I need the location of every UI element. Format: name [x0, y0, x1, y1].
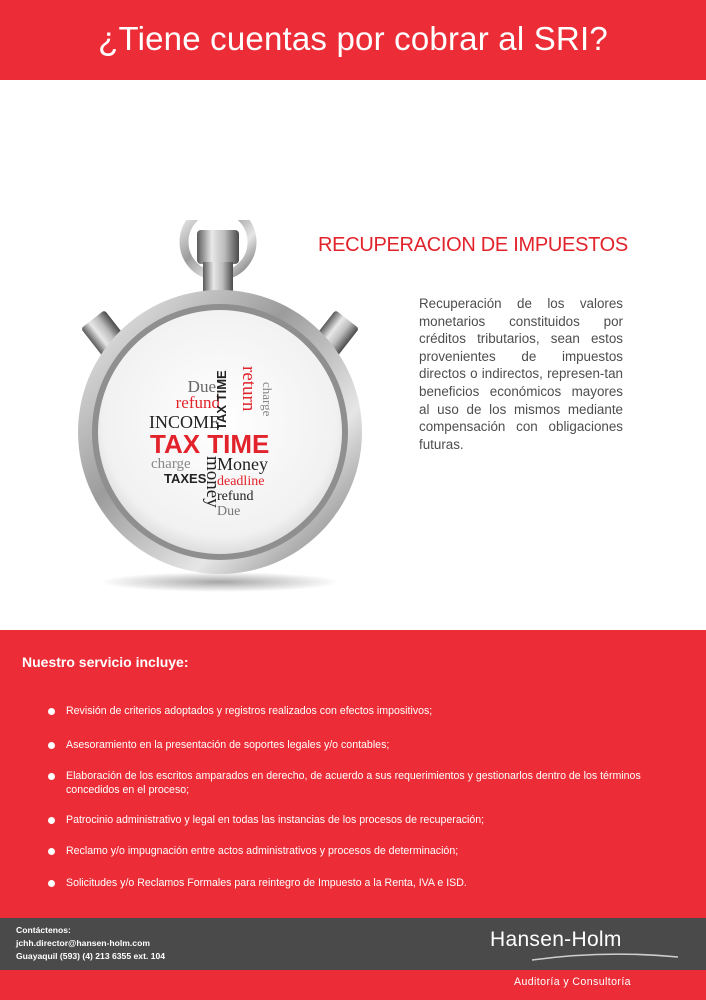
services-section	[0, 630, 706, 918]
footer	[0, 918, 706, 970]
word-money-vertical: money	[202, 456, 223, 508]
swoosh-icon	[530, 952, 680, 962]
word-due-top: Due	[187, 377, 216, 396]
contact-email[interactable]: jchh.director@hansen-holm.com	[16, 938, 150, 948]
section-description: Recuperación de los valores monetarios constituidos por créditos tributarios, sean estos provenientes de impuestos directos o indirectos, represen-tan beneficios económicos mayores al uso de los mismos mediante compensación con obligaciones futuras.	[419, 296, 623, 452]
services-title: Nuestro servicio incluye:	[22, 654, 189, 670]
word-charge-left: charge	[151, 456, 191, 472]
bullet-icon	[48, 773, 55, 780]
tagline-strip	[0, 970, 706, 1000]
bullet-icon	[48, 880, 55, 887]
word-tax-time: TAX TIME	[150, 429, 270, 459]
watch-shadow	[100, 572, 340, 592]
service-item: Reclamo y/o impugnación entre actos administrativos y procesos de determinación;	[48, 845, 648, 859]
word-tax-time-vertical: TAX TIME	[214, 370, 229, 430]
company-logo	[490, 928, 680, 962]
word-deadline: deadline	[217, 474, 265, 489]
bullet-icon	[48, 708, 55, 715]
service-item: Asesoramiento en la presentación de soportes legales y/o contables;	[48, 739, 648, 753]
bullet-icon	[48, 848, 55, 855]
word-due-bottom: Due	[217, 504, 241, 519]
service-item: Solicitudes y/o Reclamos Formales para reintegro de Impuesto a la Renta, IVA e ISD.	[48, 877, 648, 891]
word-return: return	[238, 366, 259, 412]
word-taxes: TAXES	[164, 471, 207, 486]
word-refund-top: refund	[175, 393, 220, 412]
page-title: ¿Tiene cuentas por cobrar al SRI?	[98, 20, 608, 57]
word-refund-bottom: refund	[217, 489, 254, 504]
contact-label: Contáctenos:	[16, 925, 71, 935]
contact-info	[16, 924, 165, 963]
service-item: Elaboración de los escritos amparados en derecho, de acuerdo a sus requerimientos y gestionarlos dentro de los términos concedidos en el proceso;	[48, 770, 648, 797]
company-tagline: Auditoría y Consultoría	[514, 976, 631, 988]
word-money: Money	[217, 454, 268, 474]
bullet-icon	[48, 817, 55, 824]
word-charge-vertical: charge	[260, 382, 275, 417]
service-item: Revisión de criterios adoptados y registros realizados con efectos impositivos;	[48, 705, 648, 719]
service-item: Patrocinio administrativo y legal en todas las instancias de los procesos de recuperación;	[48, 814, 648, 828]
word-income: INCOME	[149, 412, 220, 432]
crown-icon	[197, 230, 239, 264]
stopwatch-illustration	[70, 220, 370, 600]
section-title: RECUPERACION DE IMPUESTOS	[318, 234, 628, 256]
contact-phone: Guayaquil (593) (4) 213 6355 ext. 104	[16, 951, 166, 961]
bullet-icon	[48, 742, 55, 749]
logo-text: Hansen-Holm	[490, 928, 622, 951]
page-header	[0, 0, 706, 80]
